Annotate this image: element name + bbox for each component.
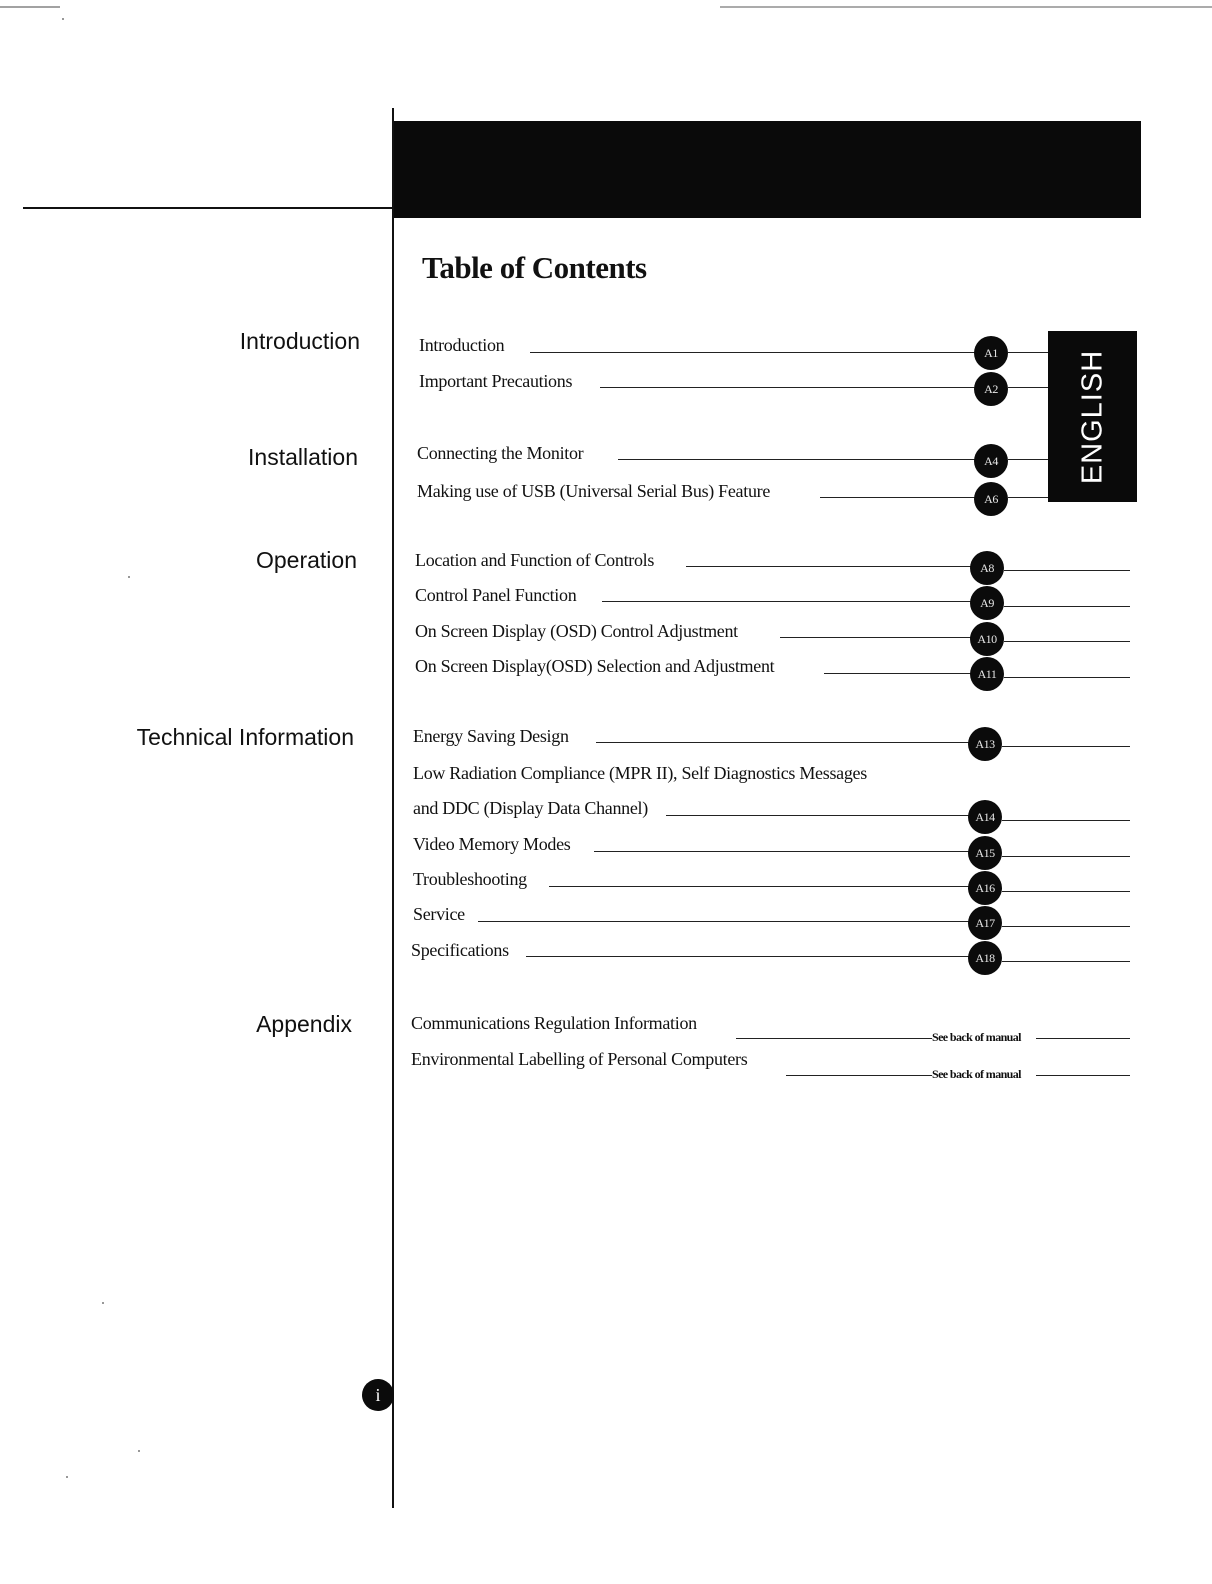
trailing-line — [1004, 677, 1130, 678]
language-tab-label: ENGLISH — [1076, 349, 1108, 484]
leader-line — [686, 566, 975, 567]
tab-connector-line — [1008, 352, 1048, 353]
toc-entry[interactable]: Introduction — [419, 335, 505, 355]
scan-speck — [138, 1450, 140, 1452]
trailing-line — [1002, 926, 1130, 927]
scan-speck — [102, 1302, 104, 1304]
page-number-badge: A11 — [970, 657, 1004, 691]
leader-line — [530, 352, 975, 353]
trailing-line — [1002, 891, 1130, 892]
trailing-line — [1004, 570, 1130, 571]
toc-entry[interactable]: Low Radiation Compliance (MPR II), Self Diagnostics Messages — [413, 763, 867, 783]
toc-entry[interactable]: Control Panel Function — [415, 585, 577, 605]
toc-entry[interactable]: Important Precautions — [419, 371, 573, 391]
leader-line — [600, 387, 975, 388]
language-tab — [1048, 331, 1137, 502]
page-number-badge: A17 — [968, 906, 1002, 940]
page-reference-text: See back of manual — [932, 1030, 1021, 1044]
page-number-badge: A9 — [970, 586, 1004, 620]
toc-entry[interactable]: Video Memory Modes — [413, 834, 571, 854]
toc-entry[interactable]: Making use of USB (Universal Serial Bus) Feature — [417, 481, 771, 501]
section-label-introduction: Introduction — [239, 328, 360, 354]
leader-line — [736, 1038, 932, 1039]
leader-line — [526, 956, 973, 957]
leader-line — [602, 601, 975, 602]
page-number-badge: A8 — [970, 551, 1004, 585]
leader-line — [549, 886, 973, 887]
leader-line — [780, 637, 975, 638]
trailing-line — [1036, 1075, 1130, 1076]
trailing-line — [1002, 746, 1130, 747]
header-black-bar — [393, 121, 1141, 218]
leader-line — [618, 459, 975, 460]
toc-entry[interactable]: Energy Saving Design — [413, 726, 569, 746]
page-number-badge: A13 — [968, 727, 1002, 761]
trailing-line — [1004, 641, 1130, 642]
page-number-badge: A14 — [968, 800, 1002, 834]
toc-entry[interactable]: Communications Regulation Information — [411, 1013, 697, 1033]
page-number-badge: A10 — [970, 622, 1004, 656]
leader-line — [786, 1075, 932, 1076]
toc-entry[interactable]: Environmental Labelling of Personal Computers — [411, 1049, 748, 1069]
trailing-line — [1036, 1038, 1130, 1039]
page-number-marker: i — [362, 1379, 394, 1411]
leader-line — [820, 497, 975, 498]
scan-speck — [62, 18, 64, 20]
page-number-badge: A4 — [974, 444, 1008, 478]
tab-connector-line — [1008, 459, 1048, 460]
page-number-badge: A2 — [974, 372, 1008, 406]
toc-entry[interactable]: Location and Function of Controls — [415, 550, 655, 570]
scan-speck — [66, 1476, 68, 1478]
section-label-installation: Installation — [248, 444, 358, 470]
tab-connector-line — [1008, 497, 1048, 498]
leader-line — [594, 851, 973, 852]
toc-entry[interactable]: Connecting the Monitor — [417, 443, 584, 463]
trailing-line — [1004, 606, 1130, 607]
toc-entry[interactable]: On Screen Display(OSD) Selection and Adjustment — [415, 656, 775, 676]
trailing-line — [1002, 856, 1130, 857]
toc-entry[interactable]: Troubleshooting — [413, 869, 527, 889]
toc-entry[interactable]: and DDC (Display Data Channel) — [413, 798, 648, 818]
section-label-operation: Operation — [255, 547, 357, 573]
page-number-badge: A6 — [974, 482, 1008, 516]
page-number-badge: A15 — [968, 836, 1002, 870]
section-label-technical-information: Technical Information — [136, 724, 354, 750]
vertical-divider-rule — [392, 108, 394, 1508]
leader-line — [596, 742, 973, 743]
section-label-appendix: Appendix — [256, 1011, 352, 1037]
toc-entry[interactable]: Specifications — [411, 940, 509, 960]
leader-line — [478, 921, 973, 922]
toc-entry[interactable]: On Screen Display (OSD) Control Adjustment — [415, 621, 738, 641]
scan-edge — [0, 6, 1212, 8]
page-reference-text: See back of manual — [932, 1067, 1021, 1081]
trailing-line — [1002, 820, 1130, 821]
page-title: Table of Contents — [422, 250, 647, 285]
page-number-badge: A1 — [974, 336, 1008, 370]
leader-line — [824, 673, 975, 674]
trailing-line — [1002, 961, 1130, 962]
page-number-badge: A16 — [968, 871, 1002, 905]
leader-line — [666, 815, 973, 816]
page-number-badge: A18 — [968, 941, 1002, 975]
scan-speck — [128, 576, 130, 578]
tab-connector-line — [1008, 387, 1048, 388]
toc-entry[interactable]: Service — [413, 904, 465, 924]
header-horizontal-rule — [23, 207, 394, 209]
